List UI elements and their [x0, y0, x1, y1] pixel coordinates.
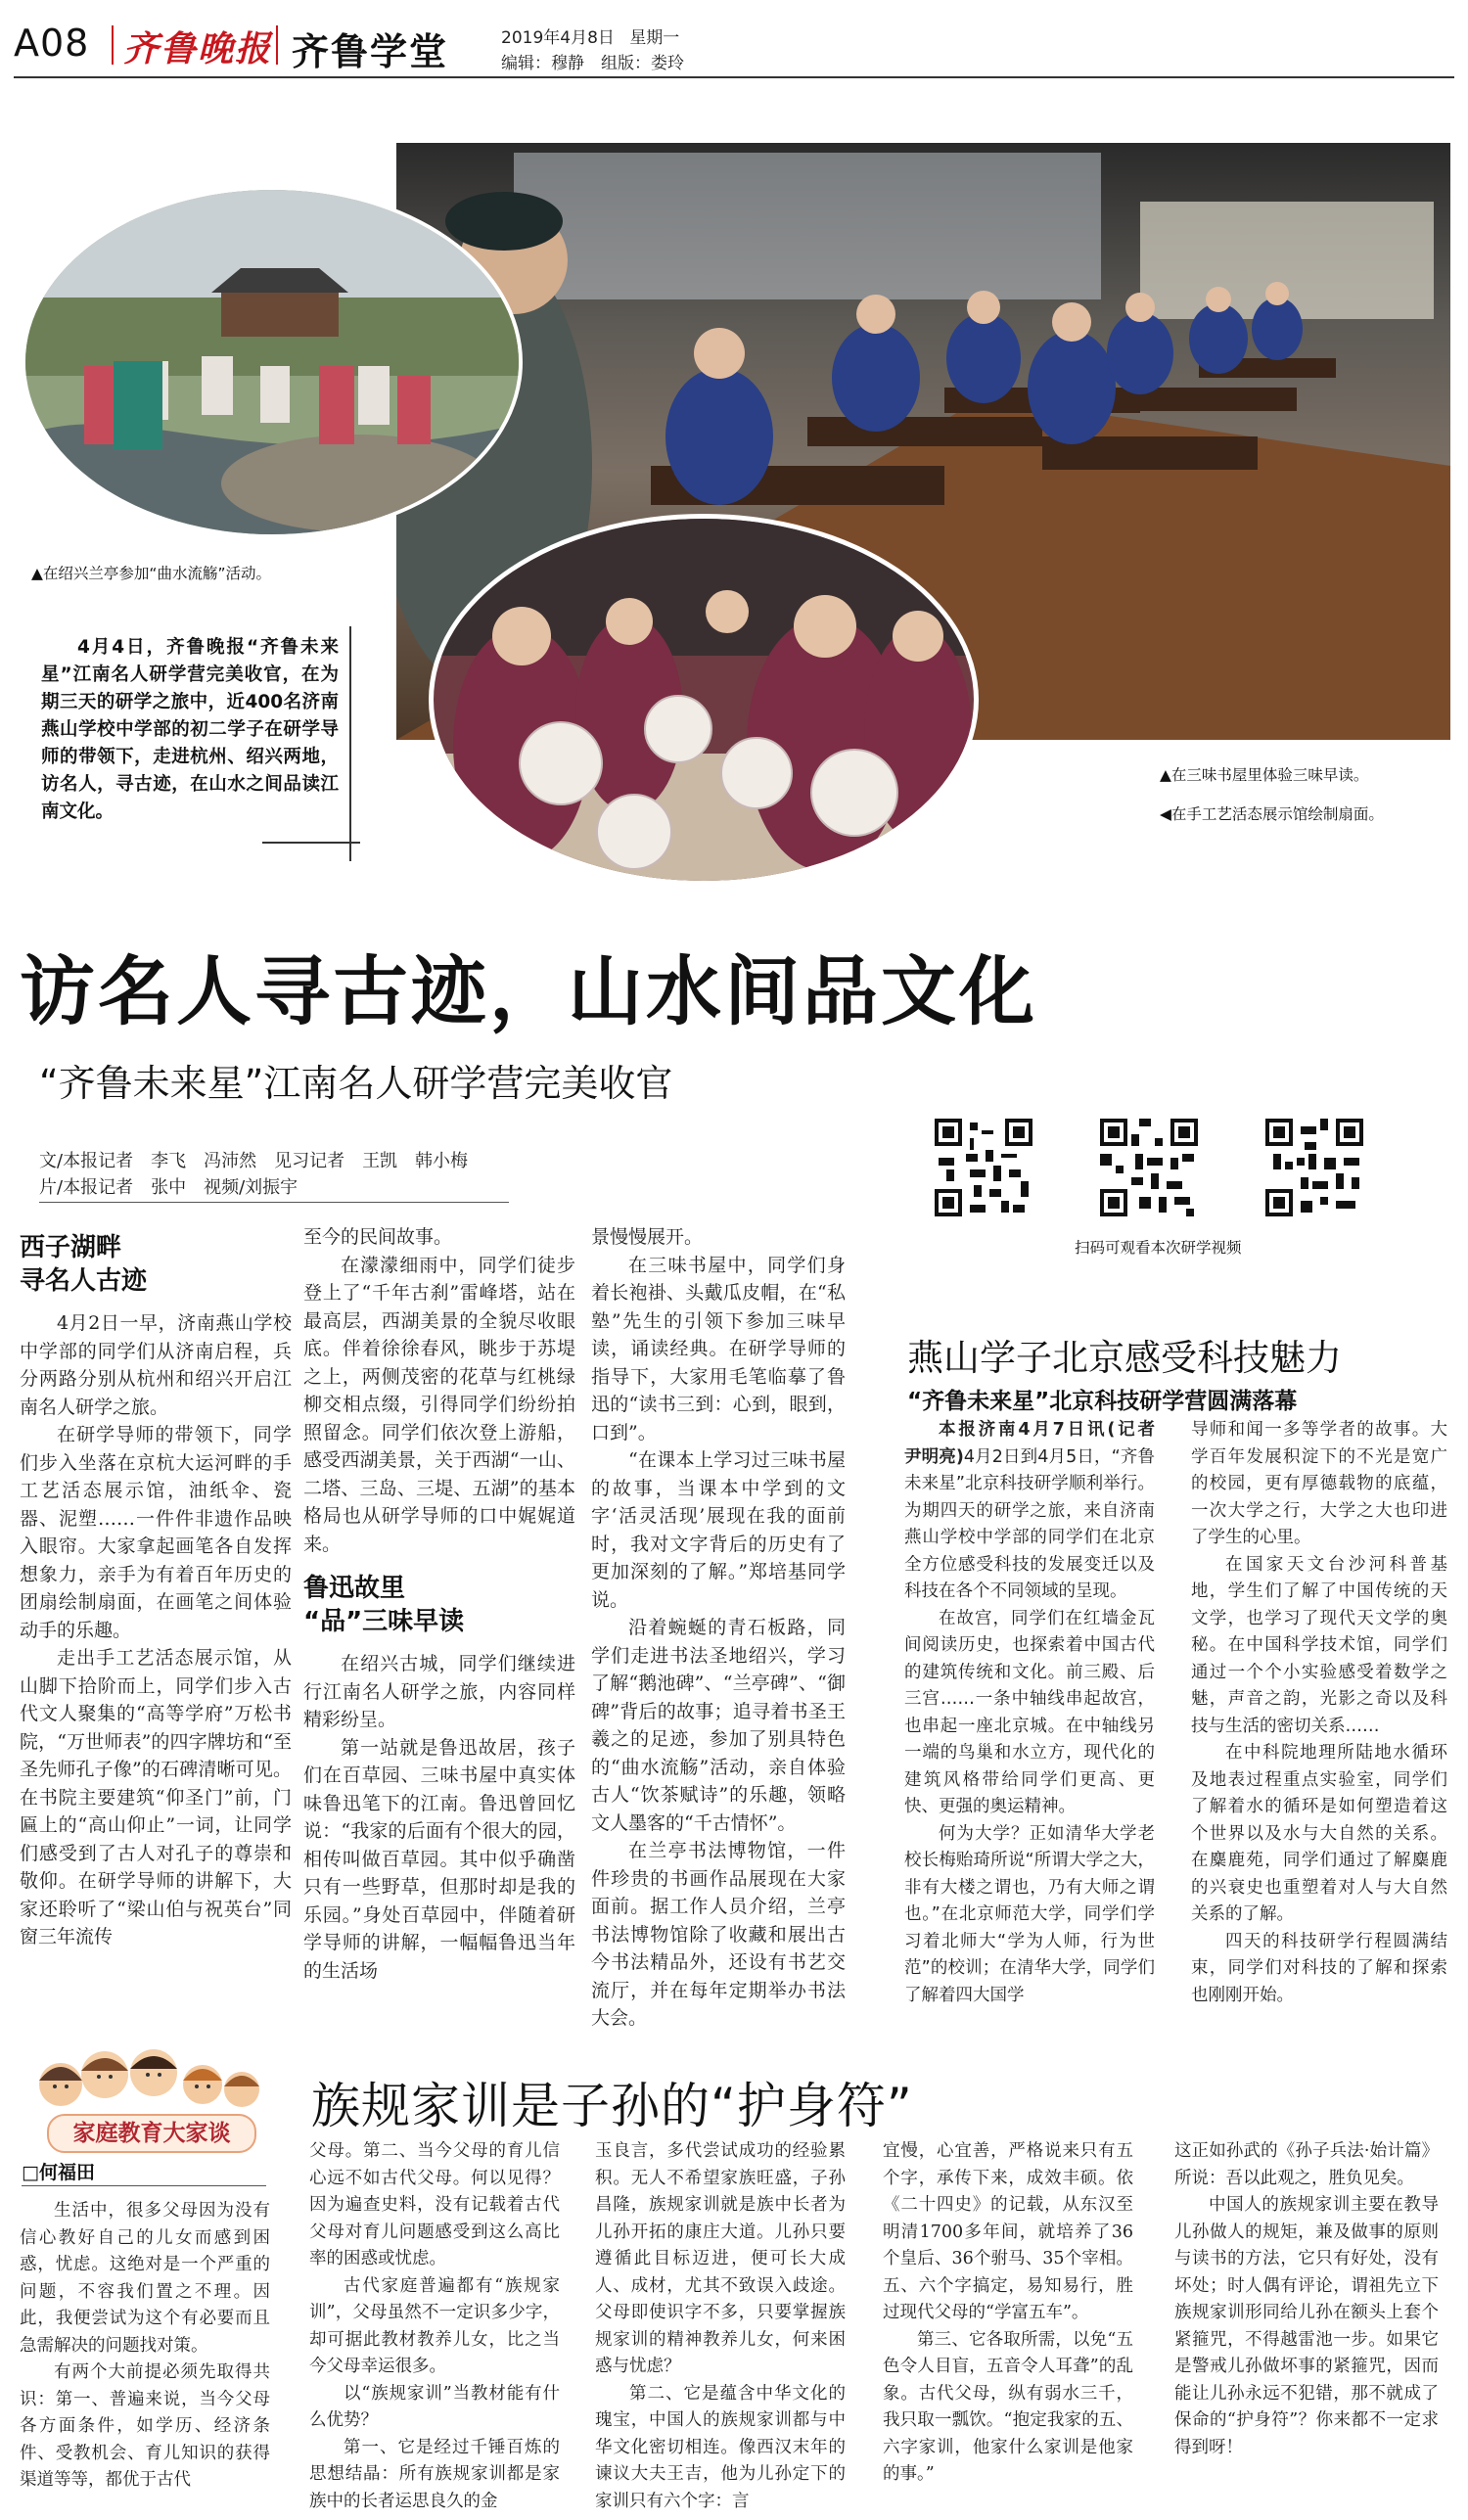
weekday: 星期一 — [629, 28, 680, 48]
date: 2019年4月8日 — [501, 28, 615, 48]
paper-logo: 齐鲁晚报 — [123, 28, 273, 69]
family-column-badge-label: 家庭教育大家谈 — [47, 2114, 256, 2153]
byline-text: 文/本报记者 李飞 冯沛然 见习记者 王凯 韩小梅 — [39, 1151, 469, 1171]
lead-rule-horizontal — [262, 842, 360, 844]
lead-paragraph: 4月4日，齐鲁晚报“齐鲁未来星”江南名人研学营完美收官，在为期三天的研学之旅中，近400名济南燕山学校中学部的初二学子在研学导师的带领下，走进杭州、绍兴两地，访名人，寻古迹，在山水之间品读江南文化。 — [41, 637, 339, 822]
body-paragraph: 中国人的族规家训主要在教导儿孙做人的规矩，兼及做事的原则与读书的方法，它只有好处，没有坏处；时人偶有评论，谓祖先立下族规家训形同给儿孙在额头上套个紧箍咒，不得越雷池一步。如果它是警戒儿孙做坏事的紧箍咒，因而能让儿孙永远不犯错，那不就成了保命的“护身符”？你来都不一定求得到呀！ — [1174, 2195, 1439, 2457]
body-paragraph: 第一、它是经过千锤百炼的思想结晶：所有族规家训都是家族中的长者运思良久的金 — [309, 2437, 560, 2511]
family-author-rule — [22, 2185, 266, 2186]
family-col-2 — [309, 2138, 560, 2515]
body-paragraph: 走出手工艺活态展示馆，从山脚下拾阶而上，同学们步入古代文人聚集的“高等学府”万松书院，“万世师表”的四字牌坊和“至圣先师孔子像”的石碑清晰可见。在书院主要建筑“仰圣门”前，门匾上的“高山仰止”一词，让同学们感受到了古人对孔子的尊崇和敬仰。在研学导师的讲解下，大家还聆听了“梁山伯与祝英台”同窗三年流传 — [20, 1647, 292, 1947]
byline-rule — [39, 1202, 509, 1203]
photo-lanting-circle — [22, 186, 523, 538]
section-title: 齐鲁学堂 — [292, 30, 449, 73]
photo-fan-circle — [429, 514, 979, 886]
masthead-divider — [276, 25, 278, 65]
dateline: 本报济南4月7日讯(记者 尹明亮) — [904, 1420, 1172, 1467]
qr-code-2[interactable] — [1100, 1119, 1198, 1220]
editor-line: 编辑：穆静 组版：娄玲 — [501, 54, 684, 73]
beijing-subheadline: “齐鲁未来星”北京科技研学营圆满落幕 — [907, 1389, 1298, 1414]
body-paragraph: 在濛濛细雨中，同学们徒步登上了“千年古刹”雷峰塔，站在最高层，西湖美景的全貌尽收眼底。伴着徐徐春风，眺步于苏堤之上，两侧茂密的花草与红桃绿柳交相点缀，引得同学们纷纷拍照留念。同学们依次登上游船，感受西湖美景，关于西湖“一山、二塔、三岛、三堤、五湖”的基本格局也从研学导师的口中娓娓道来。 — [303, 1254, 575, 1555]
body-paragraph: 在国家天文台沙河科普基地，学生们了解了中国传统的天文学，也学习了现代天文学的奥秘。在中国科学技术馆，同学们通过一个个小实验感受着数学之魅，声音之韵，光影之奇以及科技与生活的密切关系…… — [1191, 1554, 1447, 1736]
dateline-body: 4月2日到4月5日，“齐鲁未来星”北京科技研学顺利举行。为期四天的研学之旅，来自济南燕山学校中学部的同学们在北京全方位感受科技的发展变迁以及科技在各个不同领域的呈现。 — [904, 1446, 1156, 1601]
qr-caption: 扫码可观看本次研学视频 — [1075, 1239, 1242, 1257]
body-paragraph: 这正如孙武的《孙子兵法·始计篇》所说：吾以此观之，胜负见矣。 — [1174, 2141, 1439, 2188]
qr-code-icon[interactable] — [1100, 1119, 1198, 1216]
main-col-2 — [303, 1223, 575, 1985]
family-col-4 — [883, 2138, 1133, 2489]
qr-code-icon[interactable] — [1265, 1119, 1363, 1216]
family-col-3 — [595, 2138, 846, 2515]
body-paragraph: 至今的民间故事。 — [303, 1226, 453, 1248]
qr-code-1[interactable] — [935, 1119, 1032, 1220]
body-paragraph: 有两个大前提必须先取得共识：第一、普遍来说，当今父母各方面条件，如学历、经济条件、受教机会、育儿知识的获得渠道等等，都优于古代 — [20, 2362, 270, 2490]
beijing-headline: 燕山学子北京感受科技魅力 — [907, 1337, 1342, 1379]
beijing-col-1 — [904, 1417, 1172, 2009]
lead-rule-vertical — [349, 626, 351, 861]
body-paragraph: 玉良言，多代尝试成功的经验累积。无人不希望家族旺盛，子孙昌隆，族规家训就是族中长者为儿孙开拓的康庄大道。儿孙只要遵循此目标迈进，便可长大成人、成材，尤其不致误入歧途。父母即使识字不多，只要掌握族规家训的精神教养儿女，何来困惑与忧虑？ — [595, 2141, 846, 2376]
subhead-luxun: 鲁迅故里 “品”三味早读 — [303, 1574, 465, 1636]
byline-photo: 片/本报记者 张中 视频/刘振宇 — [39, 1177, 298, 1198]
body-paragraph: 在兰亭书法博物馆，一件件珍贵的书画作品展现在大家面前。据工作人员介绍，兰亭书法博物馆除了收藏和展出古今书法精品外，还设有书艺交流厅，并在每年定期举办书法大会。 — [591, 1840, 846, 2029]
body-paragraph: 在中科院地理所陆地水循环及地表过程重点实验室，同学们了解着水的循环是如何塑造着这个世界以及水与大自然的关系。在麋鹿苑，同学们通过了解麋鹿的兴衰史也重塑着对人与大自然关系的了解。 — [1191, 1743, 1447, 1924]
page-number: A08 — [14, 22, 90, 65]
qr-code-3[interactable] — [1265, 1119, 1363, 1220]
body-paragraph: 导师和闻一多等学者的故事。大学百年发展积淀下的不光是宽广的校园，更有厚德载物的底蕴，一次大学之行，大学之大也印进了学生的心里。 — [1191, 1420, 1447, 1547]
body-paragraph — [904, 1417, 1172, 1606]
body-paragraph: 在三味书屋中，同学们身着长袍褂、头戴瓜皮帽，在“私塾”先生的引领下参加三味早读，诵读经典。在研学导师的指导下，大家用毛笔临摹了鲁迅的“读书三到：心到，眼到，口到”。 — [591, 1254, 846, 1443]
body-paragraph: 古代家庭普遍都有“族规家训”，父母虽然不一定识多少字，却可据此教材教养儿女，比之当今父母幸运很多。 — [309, 2275, 560, 2376]
body-paragraph: 何为大学？正如清华大学老校长梅贻琦所说“所谓大学之大，非有大楼之谓也，乃有大师之谓也。”在北京师范大学，同学们学习着北师大“学为人师，行为世范”的校训；在清华大学，同学们了解着四大国学 — [904, 1823, 1155, 2005]
beijing-col-2 — [1191, 1417, 1447, 2009]
main-subheadline: “齐鲁未来星”江南名人研学营完美收官 — [39, 1062, 673, 1105]
body-paragraph: 宜慢，心宜善，严格说来只有五个字，承传下来，成效丰硕。依《二十四史》的记载，从东汉至明清1700多年间，就培养了36个皇后、36个驸马、35个宰相。五、六个字搞定，易知易行，胜过现代父母的“学富五车”。 — [883, 2141, 1133, 2322]
body-paragraph: 在故宫，同学们在红墙金瓦间阅读历史，也探索着中国古代的建筑传统和文化。前三殿、后三宫……一条中轴线串起故宫，也串起一座北京城。在中轴线另一端的鸟巢和水立方，现代化的建筑风格带给同学们更高、更快、更强的奥运精神。 — [904, 1608, 1155, 1816]
lanting-scene — [25, 190, 519, 534]
body-paragraph: 第三、它各取所需，以免“五色令人目盲，五音令人耳聋”的乱象。古代父母，纵有弱水三千，我只取一瓢饮。“抱定我家的五、六字家训，他家什么家训是他家的事。” — [883, 2329, 1133, 2484]
body-paragraph: 在研学导师的带领下，同学们步入坐落在京杭大运河畔的手工艺活态展示馆，油纸伞、瓷器、泥塑……一件件非遗作品映入眼帘。大家拿起画笔各自发挥想象力，亲手为有着百年历史的团扇绘制扇面，在画笔之间体验动手的乐趣。 — [20, 1424, 292, 1641]
fan-painting-scene — [434, 519, 974, 881]
main-col-1 — [20, 1231, 292, 1951]
caption-fan: ◀在手工艺活态展示馆绘制扇面。 — [1160, 805, 1384, 823]
family-author: □何福田 — [22, 2162, 95, 2183]
issue-date — [501, 23, 679, 48]
subhead-xizi: 西子湖畔 寻名人古迹 — [20, 1233, 148, 1296]
body-paragraph: 生活中，很多父母因为没有信心教好自己的儿女而感到困惑，忧虑。这绝对是一个严重的问题，不容我们置之不理。因此，我便尝试为这个有必要而且急需解决的问题找对策。 — [20, 2201, 270, 2356]
caption-lanting: ▲在绍兴兰亭参加“曲水流觞”活动。 — [31, 565, 271, 582]
body-paragraph: 父母。第二、当今父母的育儿信心远不如古代父母。何以见得？因为遍查史料，没有记载着古代父母对育儿问题感受到这么高比率的困惑或忧虑。 — [309, 2141, 560, 2268]
main-col-3 — [591, 1223, 846, 2033]
body-paragraph: 4月2日一早，济南燕山学校中学部的同学们从济南启程，兵分两路分别从杭州和绍兴开启江南名人研学之旅。 — [20, 1312, 292, 1418]
body-paragraph: 第一站就是鲁迅故居，孩子们在百草园、三味书屋中真实体味鲁迅笔下的江南。鲁迅曾回忆说：“我家的后面有个很大的园，相传叫做百草园。其中似乎确凿只有一些野草，但那时却是我的乐园。”身处百草园中，伴随着研学导师的讲解，一幅幅鲁迅当年的生活场 — [303, 1736, 575, 1982]
masthead-rule — [14, 76, 1454, 78]
body-paragraph: “在课本上学习过三味书屋的故事，当课本中学到的文字‘活灵活现’展现在我的面前时，我对文字背后的历史有了更加深刻的了解。”郑培基同学说。 — [591, 1449, 846, 1611]
caption-sanwei: ▲在三味书屋里体验三味早读。 — [1160, 766, 1369, 784]
body-paragraph: 四天的科技研学行程圆满结束，同学们对科技的了解和探索也刚刚开始。 — [1191, 1931, 1447, 2005]
body-paragraph: 在绍兴古城，同学们继续进行江南名人研学之旅，内容同样精彩纷呈。 — [303, 1653, 575, 1730]
family-col-5 — [1174, 2138, 1439, 2461]
body-paragraph: 景慢慢展开。 — [591, 1226, 704, 1248]
qr-code-icon[interactable] — [935, 1119, 1032, 1216]
family-headline: 族规家训是子孙的“护身符” — [311, 2078, 913, 2134]
body-paragraph: 以“族规家训”当教材能有什么优势？ — [309, 2383, 560, 2430]
body-paragraph: 沿着蜿蜒的青石板路，同学们走进书法圣地绍兴，学习了解“鹅池碑”、“兰亭碑”、“御碑”背后的故事；追寻着书圣王羲之的足迹，参加了别具特色的“曲水流觞”活动，亲自体验古人“饮茶赋诗”的乐趣，领略文人墨客的“千古情怀”。 — [591, 1617, 846, 1834]
main-headline: 访名人寻古迹，山水间品文化 — [20, 949, 1037, 1036]
family-col-1 — [20, 2198, 270, 2495]
body-paragraph: 第二、它是蕴含中华文化的瑰宝，中国人的族规家训都与中华文化密切相连。像西汉末年的谏议大夫王吉，他为儿孙定下的家训只有六个字：言 — [595, 2383, 846, 2511]
masthead-divider — [112, 25, 114, 65]
